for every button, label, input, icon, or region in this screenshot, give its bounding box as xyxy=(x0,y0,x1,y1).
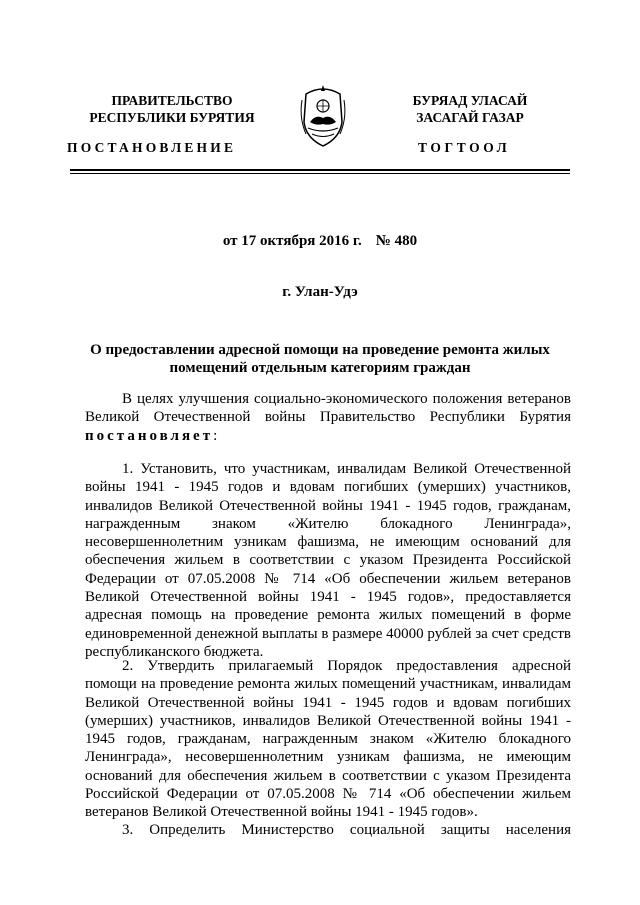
intro-colon: : xyxy=(213,427,218,444)
paragraph-1 xyxy=(85,460,571,661)
doc-type-russian: ПОСТАНОВЛЕНИЕ xyxy=(67,140,237,155)
issuer-line-2: РЕСПУБЛИКИ БУРЯТИЯ xyxy=(89,110,255,125)
document-number: № 480 xyxy=(375,233,418,249)
header-rule-thick xyxy=(70,169,570,171)
issuer-line-1: ПРАВИТЕЛЬСТВО xyxy=(111,93,233,108)
document-title xyxy=(80,341,560,377)
intro-paragraph xyxy=(85,390,571,445)
doc-type-buryat: ТОГТООЛ xyxy=(418,140,511,155)
title-line-2: помещений отдельным категориям граждан xyxy=(169,360,471,376)
issuer-block-russian xyxy=(72,92,272,126)
paragraph-1-text: 1. Установить, что участникам, инвалидам Великой Отечественной войны 1941 - 1945 годов и вдовам погибших (умерших) участников, инвалидов Великой Отечественной войны 1941 - 1945 годов, гражданам, награжденным знаком «Жителю блокадного Ленинграда», несовершеннолетним узникам фашизма, не имеющим оснований для обеспечения жильем в соответствии с указом Президента Российской Федерации от 07.05.2008 № 714 «Об обеспечении жильем ветеранов Великой Отечественной войны 1941 - 1945 годов», предоставляется адресная помощь на проведение ремонта жилых помещений в форме единовременной денежной выплаты в размере 40000 рублей за счет средств республиканского бюджета. xyxy=(85,461,571,660)
document-city: г. Улан-Удэ xyxy=(282,284,358,300)
document-date: от 17 октября 2016 г. xyxy=(222,233,362,249)
header-rule-thin xyxy=(70,173,570,174)
title-line-1: О предоставлении адресной помощи на проведение ремонта жилых xyxy=(90,342,550,358)
coat-of-arms-icon xyxy=(296,82,350,148)
paragraph-2 xyxy=(85,657,571,822)
intro-text: В целях улучшения социально-экономического положения ветеранов Великой Отечественной войны Правительство Республики Бурятия xyxy=(85,391,571,426)
issuer-line-1-buryat: БУРЯАД УЛАСАЙ xyxy=(412,93,528,108)
issuer-line-2-buryat: ЗАСАГАЙ ГАЗАР xyxy=(416,110,524,125)
paragraph-3-text: 3. Определить Министерство социальной защиты населения xyxy=(122,822,571,838)
resolution-keyword: постановляет xyxy=(85,427,214,444)
paragraph-2-text: 2. Утвердить прилагаемый Порядок предоставления адресной помощи на проведение ремонта жилых помещений участникам, инвалидам Великой Отечественной войны 1941 - 1945 годов и вдовам погибших (умерших) участников, инвалидов Великой Отечественной войны 1941 - 1945 годов, гражданам, награжденным знаком «Жителю блокадного Ленинграда», несовершеннолетним узникам фашизма, не имеющим оснований для обеспечения жильем в соответствии с указом Президента Российской Федерации от 07.05.2008 № 714 «Об обеспечении жильем ветеранов Великой Отечественной войны 1941 - 1945 годов». xyxy=(85,658,571,821)
date-number-line xyxy=(0,233,640,250)
issuer-block-buryat xyxy=(385,92,555,126)
paragraph-3 xyxy=(85,821,571,839)
